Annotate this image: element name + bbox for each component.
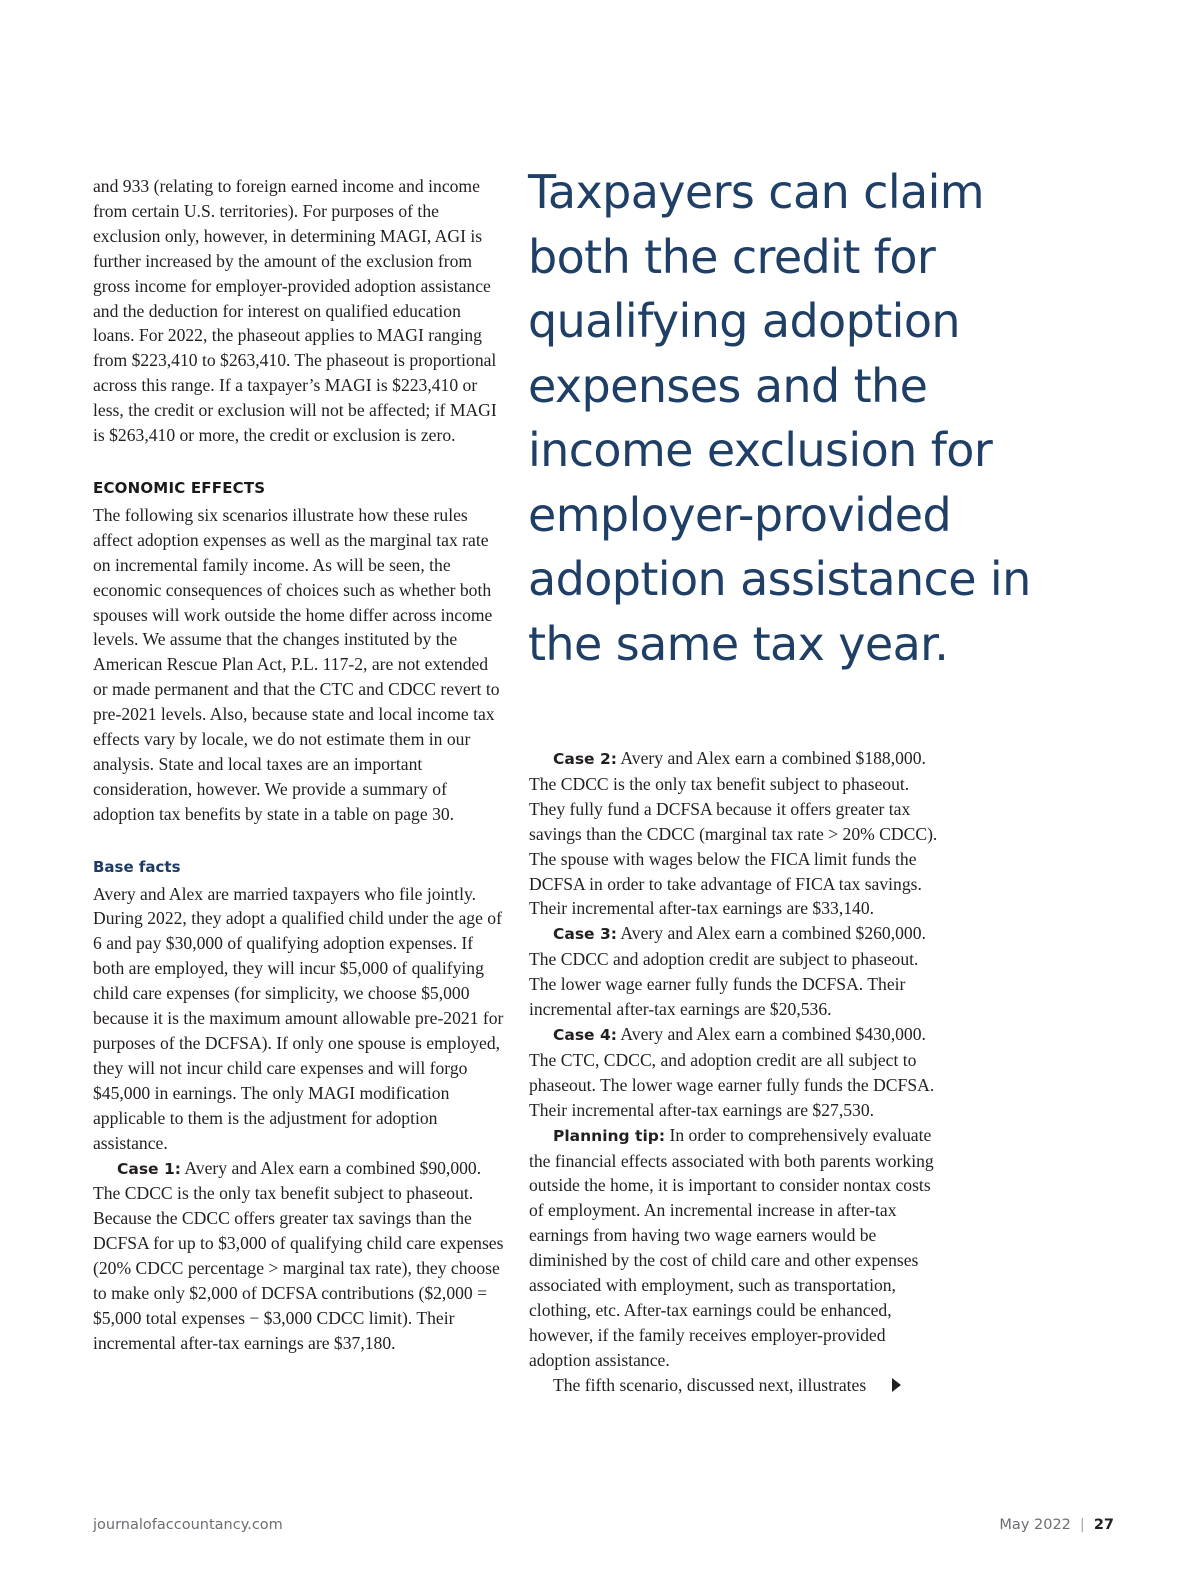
case-1-label: Case 1:	[117, 1159, 181, 1178]
case-4-text: Avery and Alex earn a combined $430,000. The CTC, CDCC, and adoption credit are all subject to phaseout. The lower wage earner fully funds the DCFSA. Their incremental after-tax earnings are $27,530.	[529, 1023, 935, 1120]
pull-quote: Taxpayers can claim both the credit for qualifying adoption expenses and the income exclusion for employer-provided adoption assistance in the same tax year.	[528, 165, 1031, 671]
page-footer	[93, 1517, 1114, 1541]
case-1-text: Avery and Alex earn a combined $90,000. The CDCC is the only tax benefit subject to phaseout. Because the CDCC offers greater tax savings than the DCFSA for up to $3,000 of qualifying child care expenses (20% CDCC percentage > marginal tax rate), they choose to make only $2,000 of DCFSA contributions ($2,000 = $5,000 total expenses − $3,000 CDCC limit). Their incremental after-tax earnings are $37,180.	[93, 1157, 504, 1353]
case-1-paragraph	[93, 1156, 505, 1356]
body-paragraph: Avery and Alex are married taxpayers who file jointly. During 2022, they adopt a qualified child under the age of 6 and pay $30,000 of qualifying adoption expenses. If both are employed, they will incur $5,000 of qualifying child care expenses (for simplicity, we choose $5,000 because it is the maximum amount allowable pre-2021 for purposes of the DCFSA). If only one spouse is employed, they will not incur child care expenses and will forgo $45,000 in earnings. The only MAGI modification applicable to them is the adjustment for adoption assistance.	[93, 883, 504, 1153]
planning-tip-label: Planning tip:	[553, 1126, 666, 1145]
right-column	[529, 746, 941, 1398]
footer-website: journalofaccountancy.com	[93, 1517, 283, 1533]
footer-separator: |	[1079, 1517, 1085, 1533]
footer-issue-info	[999, 1517, 1114, 1533]
planning-tip-paragraph	[529, 1123, 941, 1373]
continuation-text: The fifth scenario, discussed next, illustrates	[553, 1374, 867, 1395]
footer-issue-date: May 2022	[999, 1517, 1071, 1533]
continue-arrow-icon	[892, 1378, 901, 1392]
body-paragraph: and 933 (relating to foreign earned income and income from certain U.S. territories). For purposes of the exclusion only, however, in determining MAGI, AGI is further increased by the amount of the exclusion from gross income for employer-provided adoption assistance and the deduction for interest on qualified education loans. For 2022, the phaseout applies to MAGI ranging from $223,410 to $263,410. The phaseout is proportional across this range. If a taxpayer’s MAGI is $223,410 or less, the credit or exclusion will not be affected; if MAGI is $263,410 or more, the credit or exclusion is zero.	[93, 176, 497, 446]
body-paragraph: The following six scenarios illustrate how these rules affect adoption expenses as well as the marginal tax rate on incremental family income. As will be seen, the economic consequences of choices such as whether both spouses will work outside the home differ across income levels. We assume that the changes instituted by the American Rescue Plan Act, P.L. 117-2, are not extended or made permanent and that the CTC and CDCC revert to pre-2021 levels. Also, because state and local income tax effects vary by locale, we do not estimate them in our analysis. State and local taxes are an important consideration, however. We provide a summary of adoption tax benefits by state in a table on page 30.	[93, 504, 500, 824]
continuation-paragraph	[529, 1373, 941, 1398]
case-4-label: Case 4:	[553, 1025, 617, 1044]
section-heading-economic-effects: ECONOMIC EFFECTS	[93, 478, 266, 497]
case-3-paragraph	[529, 921, 941, 1022]
planning-tip-text: In order to comprehensively evaluate the financial effects associated with both parents working outside the home, it is important to consider nontax costs of employment. An incremental increase in after-tax earnings from having two wage earners would be diminished by the cost of child care and other expenses associated with employment, such as transportation, clothing, etc. After-tax earnings could be enhanced, however, if the family receives employer-provided adoption assistance.	[529, 1124, 934, 1370]
case-3-text: Avery and Alex earn a combined $260,000. The CDCC and adoption credit are subject to phaseout. The lower wage earner fully funds the DCFSA. Their incremental after-tax earnings are $20,536.	[529, 923, 926, 1020]
left-column	[93, 174, 505, 1356]
case-2-label: Case 2:	[553, 750, 617, 768]
page-number: 27	[1093, 1517, 1114, 1533]
subheading-base-facts: Base facts	[93, 857, 181, 876]
case-3-label: Case 3:	[553, 925, 617, 944]
case-2-text: Avery and Alex earn a combined $188,000. The CDCC is the only tax benefit subject to phaseout. They fully fund a DCFSA because it offers greater tax savings than the CDCC (marginal tax rate > 20% CDCC). The spouse with wages below the FICA limit funds the DCFSA in order to take advantage of FICA tax savings. Their incremental after-tax earnings are $33,140.	[529, 748, 938, 919]
case-2-paragraph	[529, 746, 941, 921]
case-4-paragraph	[529, 1022, 941, 1123]
